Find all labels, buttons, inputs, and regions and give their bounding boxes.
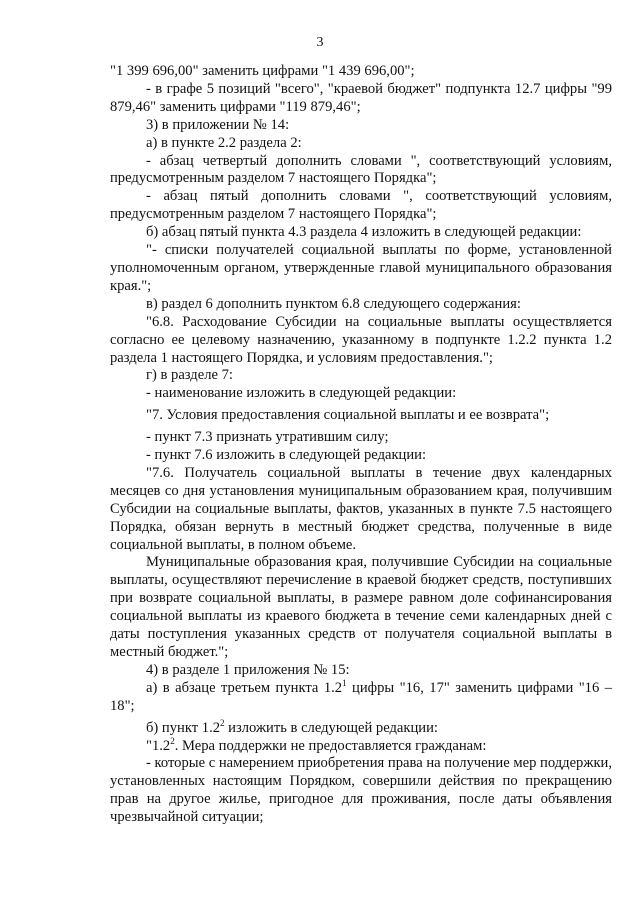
paragraph: - абзац пятый дополнить словами ", соответствующий условиям, предусмотренным разделом 7 настоящего Порядка";	[110, 188, 612, 223]
paragraph: - абзац четвертый дополнить словами ", соответствующий условиям, предусмотренным разделом 7 настоящего Порядка";	[110, 152, 612, 187]
document-body	[110, 63, 612, 827]
paragraph: г) в разделе 7:	[146, 367, 233, 384]
paragraph-text: . Мера поддержки не предоставляется гражданам:	[174, 737, 487, 754]
paragraph: - которые с намерением приобретения права на получение мер поддержки, установленных настоящим Порядком, совершили действия по прекращению прав на другое жилье, пригодное для проживания, после даты объявления чрезвычайной ситуации;	[110, 755, 612, 826]
paragraph: - в графе 5 позиций "всего", "краевой бюджет" подпункта 12.7 цифры "99 879,46" заменить цифрами "119 879,46";	[110, 80, 612, 115]
paragraph: в) раздел 6 дополнить пунктом 6.8 следующего содержания:	[146, 295, 521, 312]
superscript: 2	[170, 735, 175, 746]
paragraph: "- списки получателей социальной выплаты по форме, установленной уполномоченным органом, утвержденные главой муниципального образования края.";	[110, 242, 612, 294]
paragraph	[110, 717, 612, 738]
paragraph-text: изложить в следующей редакции:	[224, 719, 438, 736]
paragraph: "7. Условия предоставления социальной выплаты и ее возврата";	[146, 407, 550, 424]
paragraph: Муниципальные образования края, получившие Субсидии на социальные выплаты, осуществляют перечисление в краевой бюджет средств, поступивших при возврате социальной выплаты, в размере равном доле софинансирования социальной выплаты из краевого бюджета в течение семи календарных дней с даты поступления указанных средств от получателя социальной выплаты в местный бюджет.";	[110, 554, 612, 660]
paragraph: - пункт 7.6 изложить в следующей редакции:	[146, 447, 427, 464]
paragraph: - пункт 7.3 признать утратившим силу;	[146, 429, 389, 446]
page-number: 3	[316, 35, 324, 50]
paragraph: "6.8. Расходование Субсидии на социальные выплаты осуществляется согласно ее целевому назначению, указанному в подпункте 1.2.2 пункта 1.2 раздела 1 настоящего Порядка, и условиям предоставления.";	[110, 313, 612, 366]
paragraph: "1 399 696,00" заменить цифрами "1 439 696,00";	[110, 63, 415, 79]
paragraph: б) абзац пятый пункта 4.3 раздела 4 изложить в следующей редакции:	[146, 224, 582, 241]
paragraph: 4) в разделе 1 приложения № 15:	[146, 661, 350, 678]
superscript: 2	[220, 717, 225, 728]
paragraph: "7.6. Получатель социальной выплаты в течение двух календарных месяцев со дня установления муниципальным образованием края, получившим Субсидии на социальные выплаты, фактов, указанных в пункте 7.5 настоящего Порядка, обязан вернуть в местный бюджет средства, полученные в виде социальной выплаты, в полном объеме.	[110, 464, 612, 553]
paragraph	[110, 735, 612, 756]
paragraph: а) в пункте 2.2 раздела 2:	[146, 134, 302, 151]
paragraph-text: а) в абзаце третьем пункта 1.2	[146, 679, 343, 696]
paragraph-text: б) пункт 1.2	[146, 719, 221, 736]
paragraph-text: "1.2	[146, 737, 171, 754]
superscript: 1	[342, 677, 347, 688]
paragraph-text: цифры "16, 17" заменить цифрами "16 – 18";	[110, 679, 612, 714]
paragraph: 3) в приложении № 14:	[146, 116, 290, 133]
paragraph: - наименование изложить в следующей редакции:	[146, 385, 457, 402]
paragraph	[110, 677, 612, 716]
